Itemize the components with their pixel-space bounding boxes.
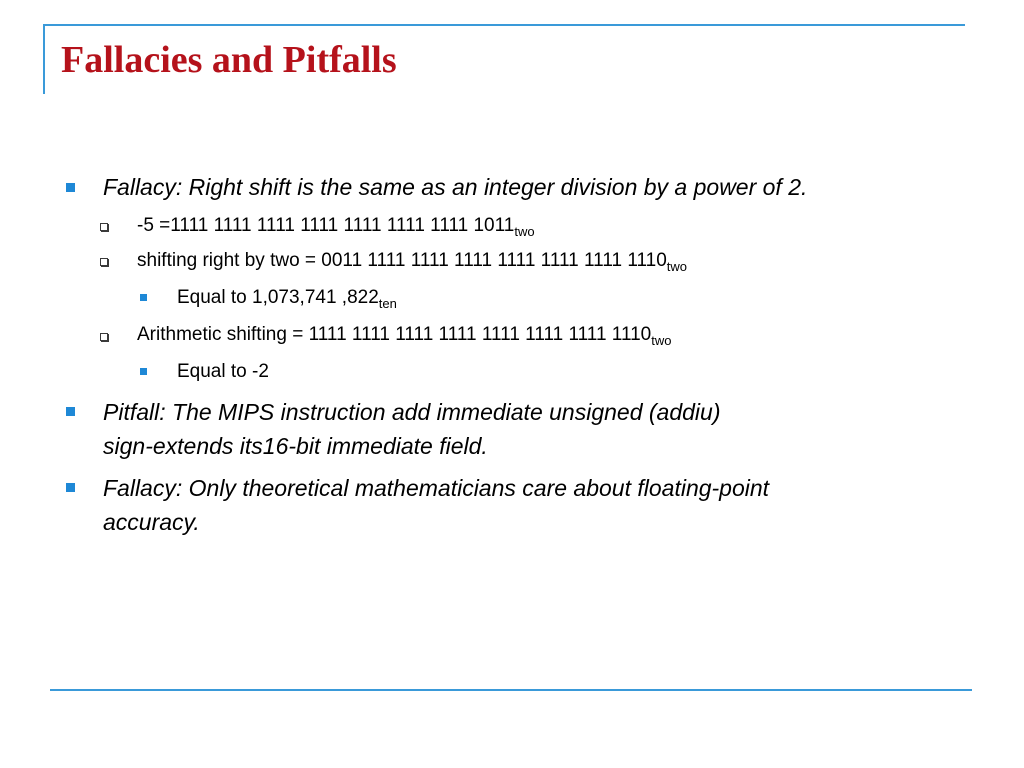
square-bullet-icon: [66, 407, 75, 416]
sub-bullet-minus-five: [137, 213, 535, 239]
hollow-square-bullet-icon: [100, 223, 108, 231]
bullet-fallacy-floating-point-line1: Fallacy: Only theoretical mathematicians care about floating-point: [103, 475, 770, 501]
hollow-square-bullet-icon: [100, 333, 108, 341]
sub-sub-bullet-equal-minus-two: Equal to -2: [177, 361, 269, 382]
bullet-fallacy-right-shift: Fallacy: Right shift is the same as an integer division by a power of 2.: [103, 174, 808, 200]
sub-bullet-arithmetic-shift: [137, 322, 672, 348]
square-bullet-icon: [66, 483, 75, 492]
base-subscript: ten: [378, 296, 397, 311]
sub-bullet-text: shifting right by two = 0011 1111 1111 1111 1111 1111 1111 1110: [137, 250, 667, 271]
base-subscript: two: [651, 333, 672, 348]
bullet-pitfall-addiu-line1: Pitfall: The MIPS instruction add immediate unsigned (addiu): [103, 399, 721, 425]
sub-bullet-text: Arithmetic shifting = 1111 1111 1111 1111 1111 1111 1111 1110: [137, 324, 652, 345]
sub-sub-bullet-text: Equal to 1,073,741 ,822: [177, 287, 379, 308]
square-bullet-icon: [140, 294, 147, 301]
hollow-square-bullet-icon: [100, 258, 108, 266]
slide-title: Fallacies and Pitfalls: [61, 39, 397, 81]
square-bullet-icon: [66, 183, 75, 192]
bullet-pitfall-addiu-line2: sign-extends its16-bit immediate field.: [103, 433, 488, 459]
bullet-fallacy-floating-point-line2: accuracy.: [103, 509, 200, 535]
sub-sub-bullet-equal-large: [177, 285, 397, 311]
sub-bullet-text: -5 =1111 1111 1111 1111 1111 1111 1111 1011: [137, 215, 515, 236]
bottom-divider: [50, 689, 972, 691]
sub-bullet-shift-right: [137, 248, 687, 274]
square-bullet-icon: [140, 368, 147, 375]
base-subscript: two: [514, 224, 535, 239]
base-subscript: two: [666, 259, 687, 274]
